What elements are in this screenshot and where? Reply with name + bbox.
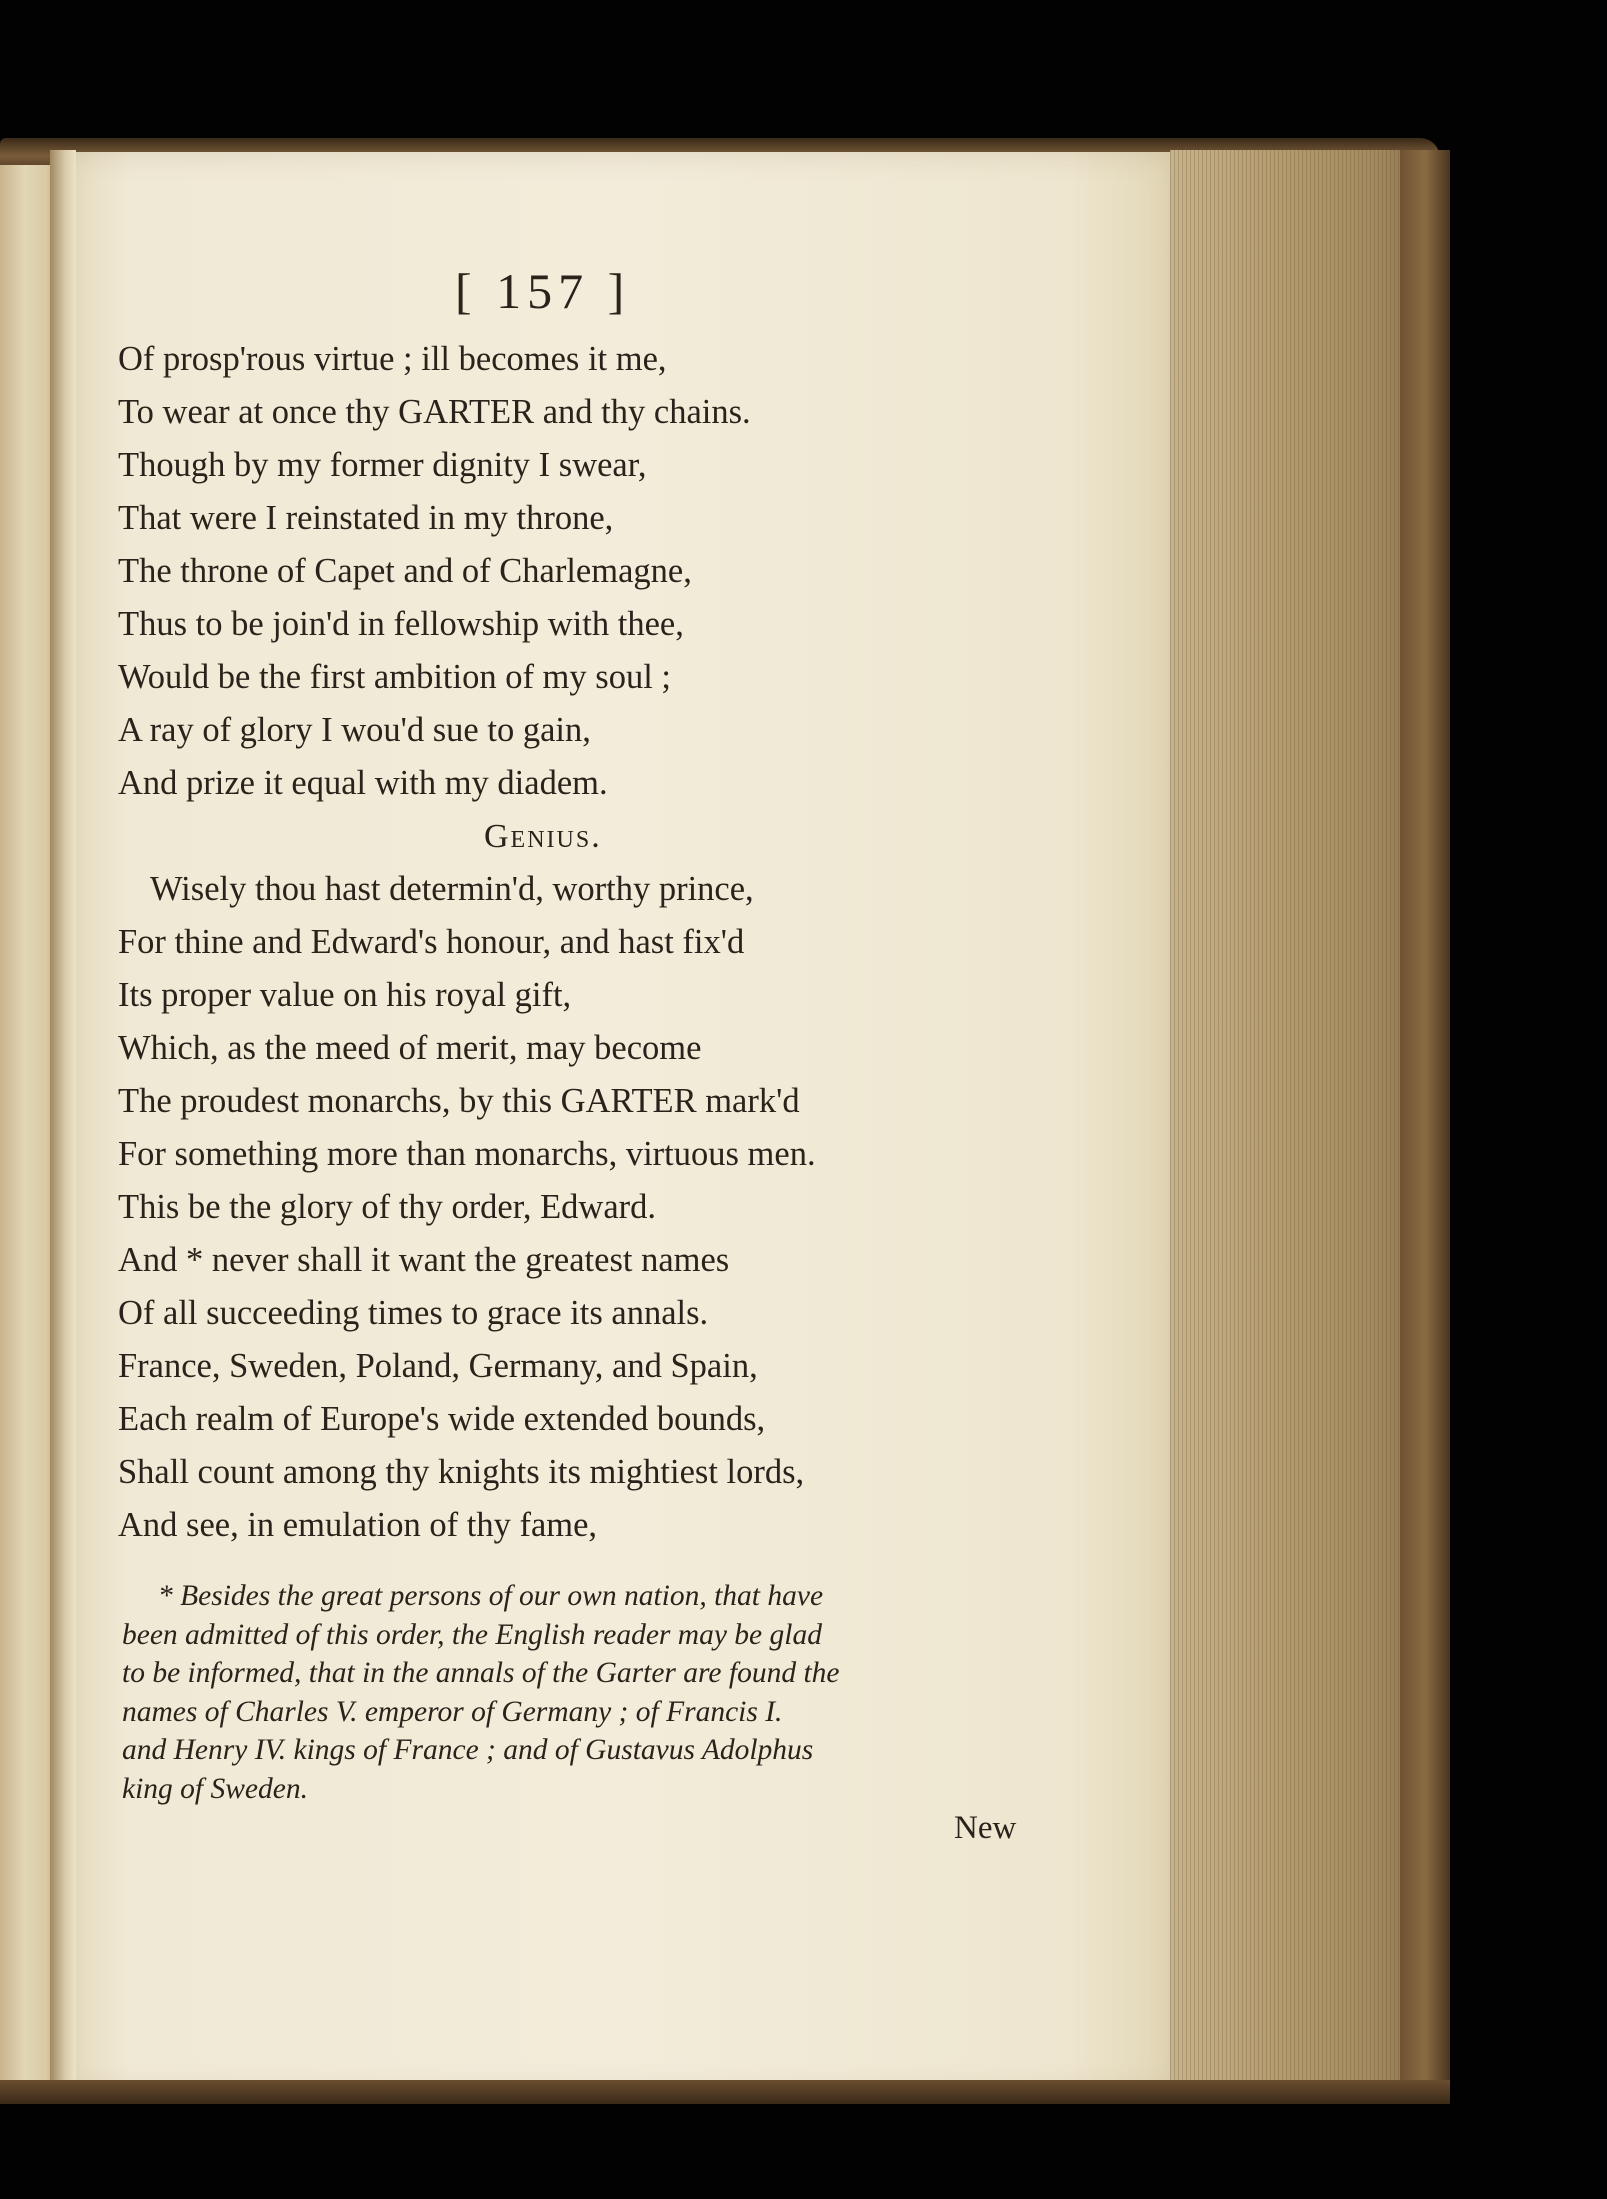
verse-line: Thus to be join'd in fellowship with thee, [118, 605, 684, 643]
footnote-line: and Henry IV. kings of France ; and of Gustavus Adolphus [122, 1734, 814, 1766]
verse-line: This be the glory of thy order, Edward. [118, 1188, 657, 1226]
footnote-line: names of Charles V. emperor of Germany ; of Francis I. [122, 1695, 783, 1728]
footnote-line: king of Sweden. [122, 1772, 308, 1805]
footnote-line: * Besides the great persons of our own nation, that have [158, 1580, 824, 1612]
verse-line: And see, in emulation of thy fame, [118, 1506, 598, 1544]
verse-line: Its proper value on his royal gift, [118, 976, 572, 1014]
verse-line: A ray of glory I wou'd sue to gain, [118, 711, 591, 749]
speaker-name: Genius. [484, 818, 602, 855]
verse-line: France, Sweden, Poland, Germany, and Spain, [118, 1347, 758, 1385]
footnote-line: been admitted of this order, the English reader may be glad [122, 1618, 822, 1651]
verse-line: That were I reinstated in my throne, [118, 499, 614, 537]
verse-line: For thine and Edward's honour, and hast fix'd [118, 923, 745, 961]
page-number-header: [ 157 ] [455, 263, 631, 319]
footnote-line: to be informed, that in the annals of the Garter are found the [122, 1657, 840, 1689]
verse-line: Would be the first ambition of my soul ; [118, 658, 671, 696]
verse-line: Which, as the meed of merit, may become [118, 1029, 702, 1067]
verse-line: Of prosp'rous virtue ; ill becomes it me, [118, 340, 667, 378]
verse-line: Shall count among thy knights its mightiest lords, [118, 1453, 805, 1491]
book-cover-bottom-edge [0, 2080, 1450, 2104]
book-cover-right-edge [1400, 150, 1450, 2095]
catchword: New [954, 1810, 1017, 1846]
footnote [122, 1577, 1032, 1808]
page-gutter [50, 150, 76, 2100]
verse-line: The proudest monarchs, by this GARTER mark'd [118, 1082, 800, 1120]
verse-line: And * never shall it want the greatest names [118, 1241, 730, 1279]
verse-line: The throne of Capet and of Charlemagne, [118, 552, 692, 590]
verse-line: Though by my former dignity I swear, [118, 446, 647, 484]
verse-line: For something more than monarchs, virtuous men. [118, 1135, 816, 1173]
verse-line: And prize it equal with my diadem. [118, 764, 608, 802]
verse-block [118, 333, 1118, 1552]
verse-line: To wear at once thy GARTER and thy chains. [118, 393, 751, 431]
verse-line: Of all succeeding times to grace its annals. [118, 1294, 709, 1332]
verse-line: Each realm of Europe's wide extended bounds, [118, 1400, 766, 1438]
verse-line: Wisely thou hast determin'd, worthy prince, [150, 870, 754, 908]
